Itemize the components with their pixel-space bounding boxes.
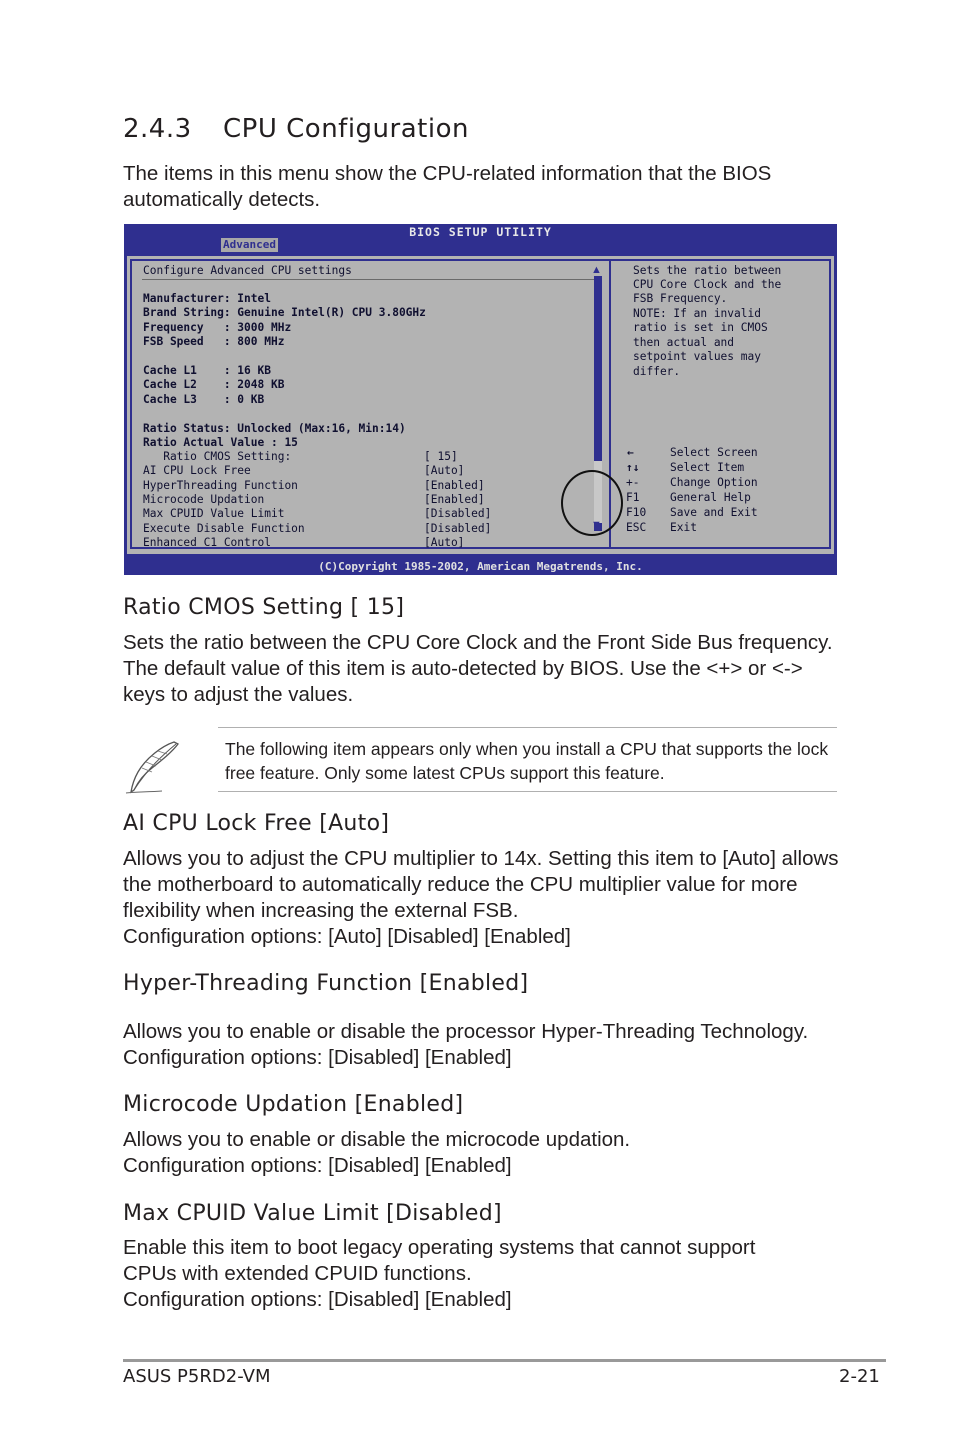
section-title: CPU Configuration <box>223 114 469 144</box>
section-number: 2.4.3 <box>123 114 192 144</box>
key-label: F1 <box>626 491 640 504</box>
bios-help-line: FSB Frequency. <box>633 292 728 305</box>
bios-option-value[interactable]: [Enabled] <box>424 479 485 492</box>
item-heading-hyper-threading: Hyper-Threading Function [Enabled] <box>123 971 529 996</box>
bios-help-line: differ. <box>633 365 681 378</box>
item-text-ratio-cmos: Sets the ratio between the CPU Core Clock and the Front Side Bus frequency. The default value of this item is auto-detected by BIOS. Use the <+> or <-> keys to adjust the values. <box>123 631 833 706</box>
bios-info-line: Ratio Actual Value : 15 <box>143 436 298 449</box>
bios-info-line: Cache L2 : 2048 KB <box>143 378 285 391</box>
note-text: The following item appears only when you install a CPU that supports the lock free feature. Only some latest CPUs support this feature. <box>225 739 829 783</box>
note-bottom-rule <box>218 791 837 792</box>
section-intro: The items in this menu show the CPU-related information that the BIOS automatically detects. <box>123 162 772 211</box>
bios-info-line: Frequency : 3000 MHz <box>143 321 292 334</box>
footer-rule <box>123 1359 886 1362</box>
key-left-arrow-icon: ← <box>627 446 634 459</box>
key-action: Change Option <box>670 476 758 489</box>
key-label: F10 <box>626 506 647 519</box>
scroll-down-arrow-icon[interactable]: ▼ <box>591 519 602 531</box>
bios-option-label[interactable]: HyperThreading Function <box>143 479 298 492</box>
item-heading-ratio-cmos: Ratio CMOS Setting [ 15] <box>123 595 405 620</box>
bios-option-label[interactable]: Max CPUID Value Limit <box>143 507 285 520</box>
key-action: Exit <box>670 521 697 534</box>
item-heading-microcode: Microcode Updation [Enabled] <box>123 1092 464 1117</box>
key-label: +- <box>626 476 640 489</box>
item-text-hyper-threading: Allows you to enable or disable the processor Hyper-Threading Technology. <box>123 1020 809 1043</box>
bios-help-line: NOTE: If an invalid <box>633 307 761 320</box>
quill-pen-icon <box>122 738 182 796</box>
bios-title: BIOS SETUP UTILITY <box>409 225 552 239</box>
bios-help-line: setpoint values may <box>633 350 761 363</box>
key-action: Select Item <box>670 461 745 474</box>
bios-info-line: Configure Advanced CPU settings <box>143 264 352 277</box>
bios-option-label[interactable]: Ratio CMOS Setting: <box>143 450 292 463</box>
bios-help-line: CPU Core Clock and the <box>633 278 782 291</box>
item-text-max-cpuid: Enable this item to boot legacy operating systems that cannot support CPUs with extended CPUID functions. <box>123 1236 756 1285</box>
item-text-microcode: Allows you to enable or disable the microcode updation. <box>123 1128 631 1151</box>
bios-tab-advanced: Advanced <box>223 238 276 251</box>
bios-info-line: Cache L3 : 0 KB <box>143 393 265 406</box>
key-action: Save and Exit <box>670 506 758 519</box>
bios-info-line: Ratio Status: Unlocked (Max:16, Min:14) <box>143 422 406 435</box>
bios-option-value[interactable]: [ 15] <box>424 450 458 463</box>
key-up-down-arrow-icon: ↑↓ <box>626 461 640 474</box>
bios-help-line: then actual and <box>633 336 735 349</box>
bios-option-value[interactable]: [Disabled] <box>424 522 492 535</box>
bios-option-value[interactable]: [Auto] <box>424 536 465 549</box>
bios-option-label[interactable]: Execute Disable Function <box>143 522 305 535</box>
bios-option-value[interactable]: [Disabled] <box>424 507 492 520</box>
item-options-microcode: Configuration options: [Disabled] [Enabled] <box>123 1154 512 1177</box>
footer-page-number: 2-21 <box>839 1366 880 1387</box>
key-label: ESC <box>626 521 647 534</box>
bios-info-line: FSB Speed : 800 MHz <box>143 335 285 348</box>
bios-option-label[interactable]: AI CPU Lock Free <box>143 464 251 477</box>
section-heading <box>123 114 469 144</box>
key-action: Select Screen <box>670 446 758 459</box>
bios-copyright: (C)Copyright 1985-2002, American Megatrends, Inc. <box>318 560 643 573</box>
note-top-rule <box>218 727 837 728</box>
bios-option-label[interactable]: Enhanced C1 Control <box>143 536 271 549</box>
callout-circle <box>561 470 623 536</box>
bios-info-line: Cache L1 : 16 KB <box>143 364 271 377</box>
bios-divider <box>142 279 594 280</box>
item-text-ai-cpu-lock-free: Allows you to adjust the CPU multiplier to 14x. Setting this item to [Auto] allows the motherboard to automatically reduce the CPU multiplier value for more flexibility when increasing the external FSB. <box>123 847 839 922</box>
bios-screenshot <box>124 224 837 575</box>
bios-info-line: Brand String: Genuine Intel(R) CPU 3.80GHz <box>143 306 426 319</box>
bios-help-line: ratio is set in CMOS <box>633 321 768 334</box>
scroll-up-arrow-icon[interactable]: ▲ <box>591 264 602 276</box>
footer-product: ASUS P5RD2-VM <box>123 1366 271 1387</box>
bios-option-value[interactable]: [Enabled] <box>424 493 485 506</box>
bios-option-value[interactable]: [Auto] <box>424 464 465 477</box>
bios-option-label[interactable]: Microcode Updation <box>143 493 265 506</box>
key-action: General Help <box>670 491 751 504</box>
bios-info-line: Manufacturer: Intel <box>143 292 271 305</box>
item-options-hyper-threading: Configuration options: [Disabled] [Enabled] <box>123 1046 512 1069</box>
item-heading-max-cpuid: Max CPUID Value Limit [Disabled] <box>123 1201 502 1226</box>
item-options-ai-cpu-lock-free: Configuration options: [Auto] [Disabled] [Enabled] <box>123 925 571 948</box>
item-heading-ai-cpu-lock-free: AI CPU Lock Free [Auto] <box>123 811 390 836</box>
bios-help-line: Sets the ratio between <box>633 264 782 277</box>
item-options-max-cpuid: Configuration options: [Disabled] [Enabled] <box>123 1288 512 1311</box>
bios-panel <box>127 256 834 554</box>
